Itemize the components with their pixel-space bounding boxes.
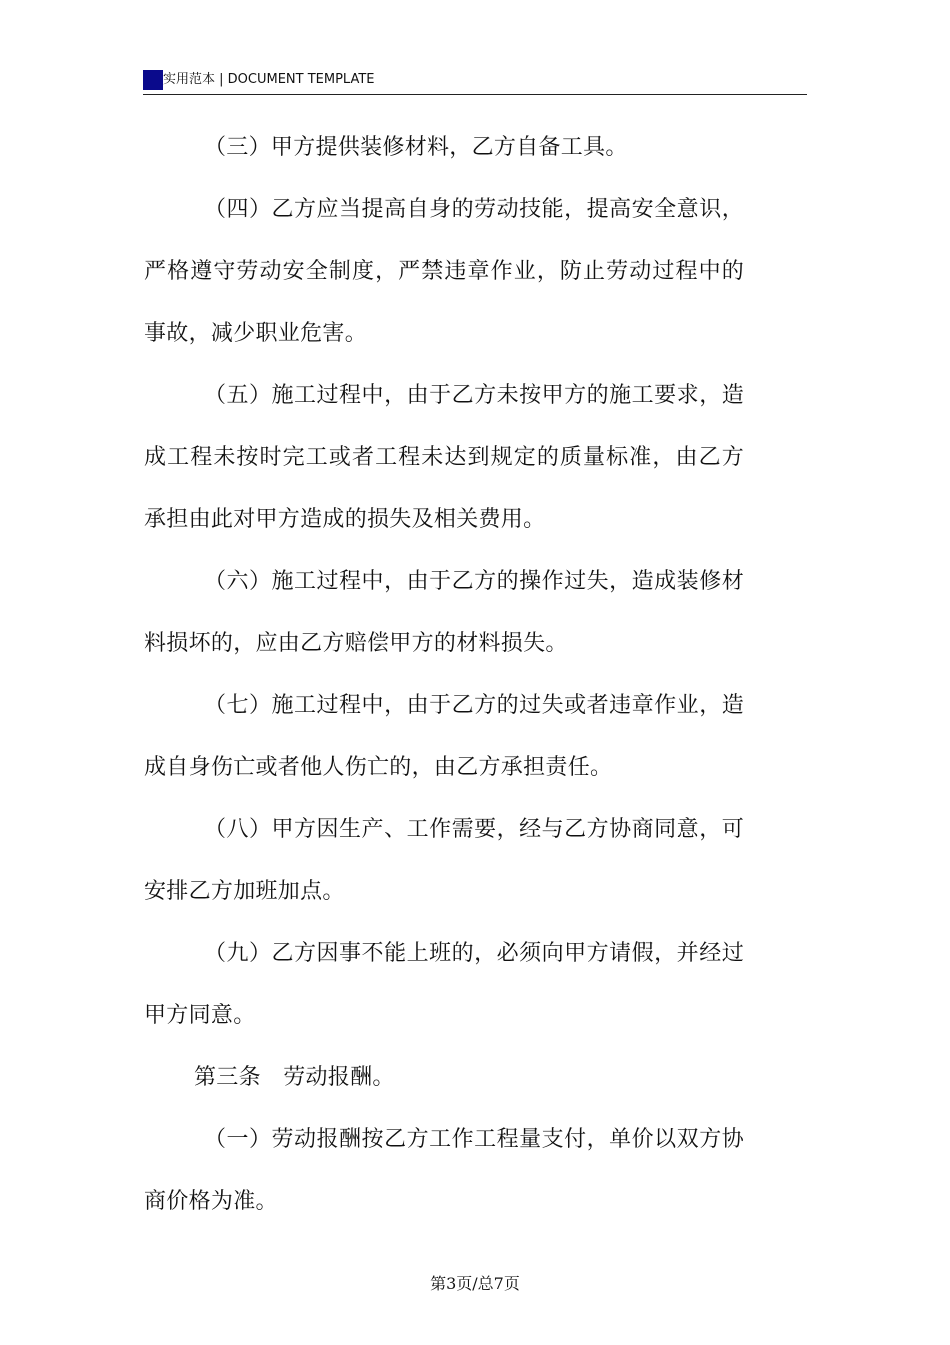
- clause-6: （六）施工过程中，由于乙方的操作过失，造成装修材料损坏的，应由乙方赔偿甲方的材料损失。: [144, 569, 744, 656]
- clause-4: （四）乙方应当提高自身的劳动技能，提高安全意识，严格遵守劳动安全制度，严禁违章作业，防止劳动过程中的事故，减少职业危害。: [144, 197, 744, 346]
- header-title: 实用范本 | DOCUMENT TEMPLATE: [163, 72, 375, 87]
- template-logo-icon: [143, 70, 163, 90]
- clause-9: （九）乙方因事不能上班的，必须向甲方请假，并经过甲方同意。: [144, 941, 744, 1028]
- clause-5: （五）施工过程中，由于乙方未按甲方的施工要求，造成工程未按时完工或者工程未达到规定的质量标准，由乙方承担由此对甲方造成的损失及相关费用。: [144, 383, 744, 532]
- clause-8: （八）甲方因生产、工作需要，经与乙方协商同意，可安排乙方加班加点。: [144, 817, 744, 904]
- article-3-heading: 第三条 劳动报酬。: [194, 1065, 395, 1090]
- clause-7: （七）施工过程中，由于乙方的过失或者违章作业，造成自身伤亡或者他人伤亡的，由乙方承担责任。: [144, 693, 744, 780]
- article-3-clause-1: （一）劳动报酬按乙方工作工程量支付，单价以双方协商价格为准。: [144, 1127, 744, 1214]
- document-body: [144, 117, 744, 1233]
- page-number: 第3页/总7页: [430, 1274, 520, 1293]
- page-header: [143, 68, 807, 95]
- clause-3: （三）甲方提供装修材料，乙方自备工具。: [204, 135, 628, 160]
